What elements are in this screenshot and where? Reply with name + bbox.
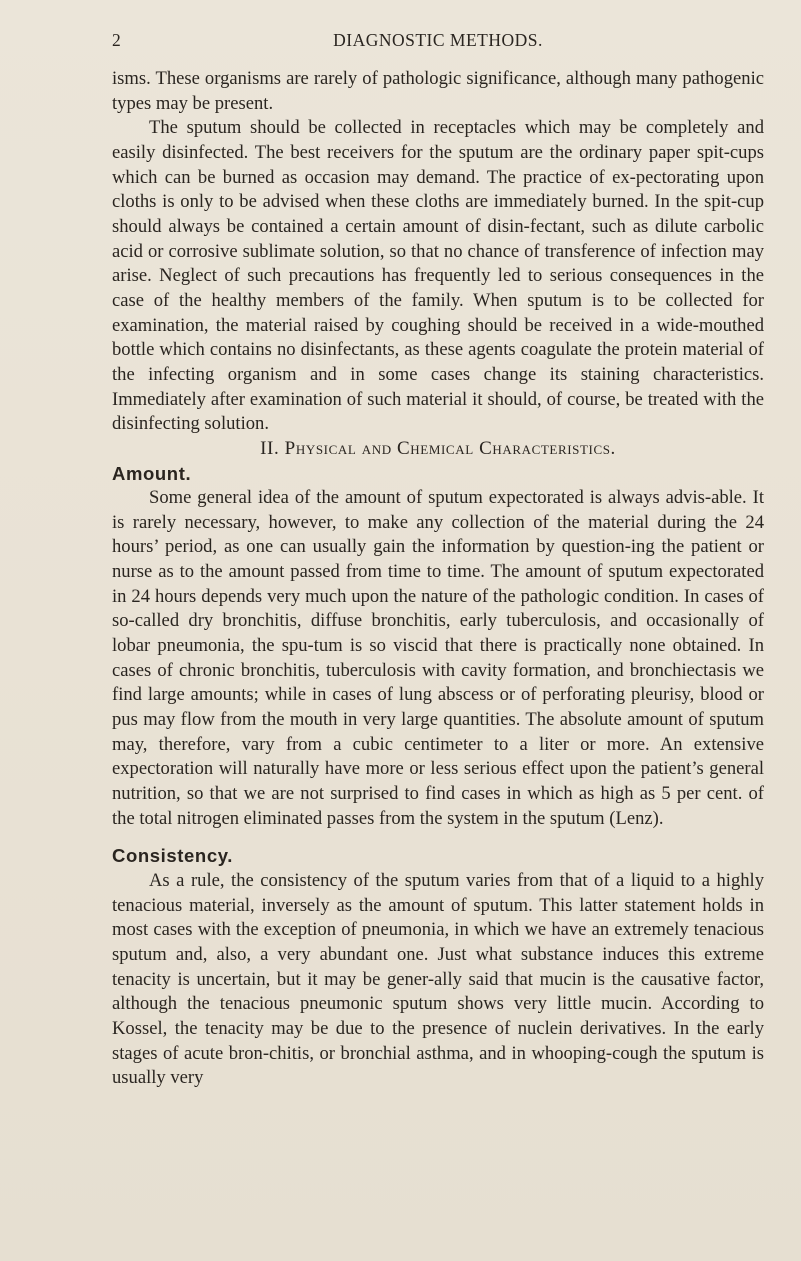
page-number: 2 xyxy=(112,30,122,50)
section-heading xyxy=(112,437,764,462)
amount-heading: Amount. xyxy=(112,462,192,484)
page-body xyxy=(112,67,764,1091)
section-title: Physical and Chemical Characteristics. xyxy=(284,437,616,459)
running-head xyxy=(112,30,764,54)
consistency-heading: Consistency. xyxy=(112,845,233,867)
consistency-paragraph: As a rule, the consistency of the sputum varies from that of a liquid to a highly tenacious material, inversely as the amount of sputum. This latter statement holds in most cases with the exception of pneumonia, in which we have an extremely tenacious sputum and, also, a very abundant one. Just what substance induces this extreme tenacity is uncertain, but it may be gener-ally said that mucin is the causative factor, although the tenacious pneumonic sputum shows very little mucin. According to Kossel, the tenacity may be due to the presence of nuclein derivatives. In the early stages of acute bron-chitis, or bronchial asthma, and in whooping-cough the sputum is usually very xyxy=(112,870,764,1089)
collection-paragraph: The sputum should be collected in receptacles which may be completely and easily disinfected. The best receivers for the sputum are the ordinary paper spit-cups which can be burned as occasion may demand. The practice of ex-pectorating upon cloths is only to be advised when these cloths are immediately burned. In the spit-cup should always be contained a certain amount of disin-fectant, such as dilute carbolic acid or corrosive sublimate solution, so that no chance of transference of infection may arise. Neglect of such precautions has frequently led to serious consequences in the case of the healthy members of the family. When sputum is to be collected for examination, the material raised by coughing should be received in a wide-mouthed bottle which contains no disinfectants, as these agents coagulate the protein material of the infecting organism and in some cases change its staining characteristics. Immediately after examination of such material it should, of course, be treated with the disinfecting solution. xyxy=(112,117,764,435)
amount-paragraph: Some general idea of the amount of sputum expectorated is always advis-able. It is rarely necessary, however, to make any collection of the material during the 24 hours’ period, as one can usually gain the information by question-ing the patient or nurse as to the amount passed from time to time. The amount of sputum expectorated in 24 hours depends very much upon the nature of the pathologic condition. In cases of so-called dry bronchitis, diffuse bronchitis, early tuberculosis, and occasionally of lobar pneumonia, the spu-tum is so viscid that there is practically none obtained. In cases of chronic bronchitis, tuberculosis with cavity formation, and bronchiectasis we find large amounts; while in cases of lung abscess or of perforating pleurisy, blood or pus may flow from the mouth in very large quantities. The absolute amount of sputum may, therefore, vary from a cubic centimeter to a liter or more. An extensive expectoration will naturally have more or less serious effect upon the patient’s general nutrition, so that we are not surprised to find cases in which as high as 5 per cent. of the total nitrogen eliminated passes from the system in the sputum (Lenz). xyxy=(112,487,764,829)
running-title: DIAGNOSTIC METHODS. xyxy=(333,30,543,50)
section-number: II. xyxy=(260,437,280,459)
continued-paragraph: isms. These organisms are rarely of pathologic significance, although many pathogenic types may be present. xyxy=(112,68,764,114)
